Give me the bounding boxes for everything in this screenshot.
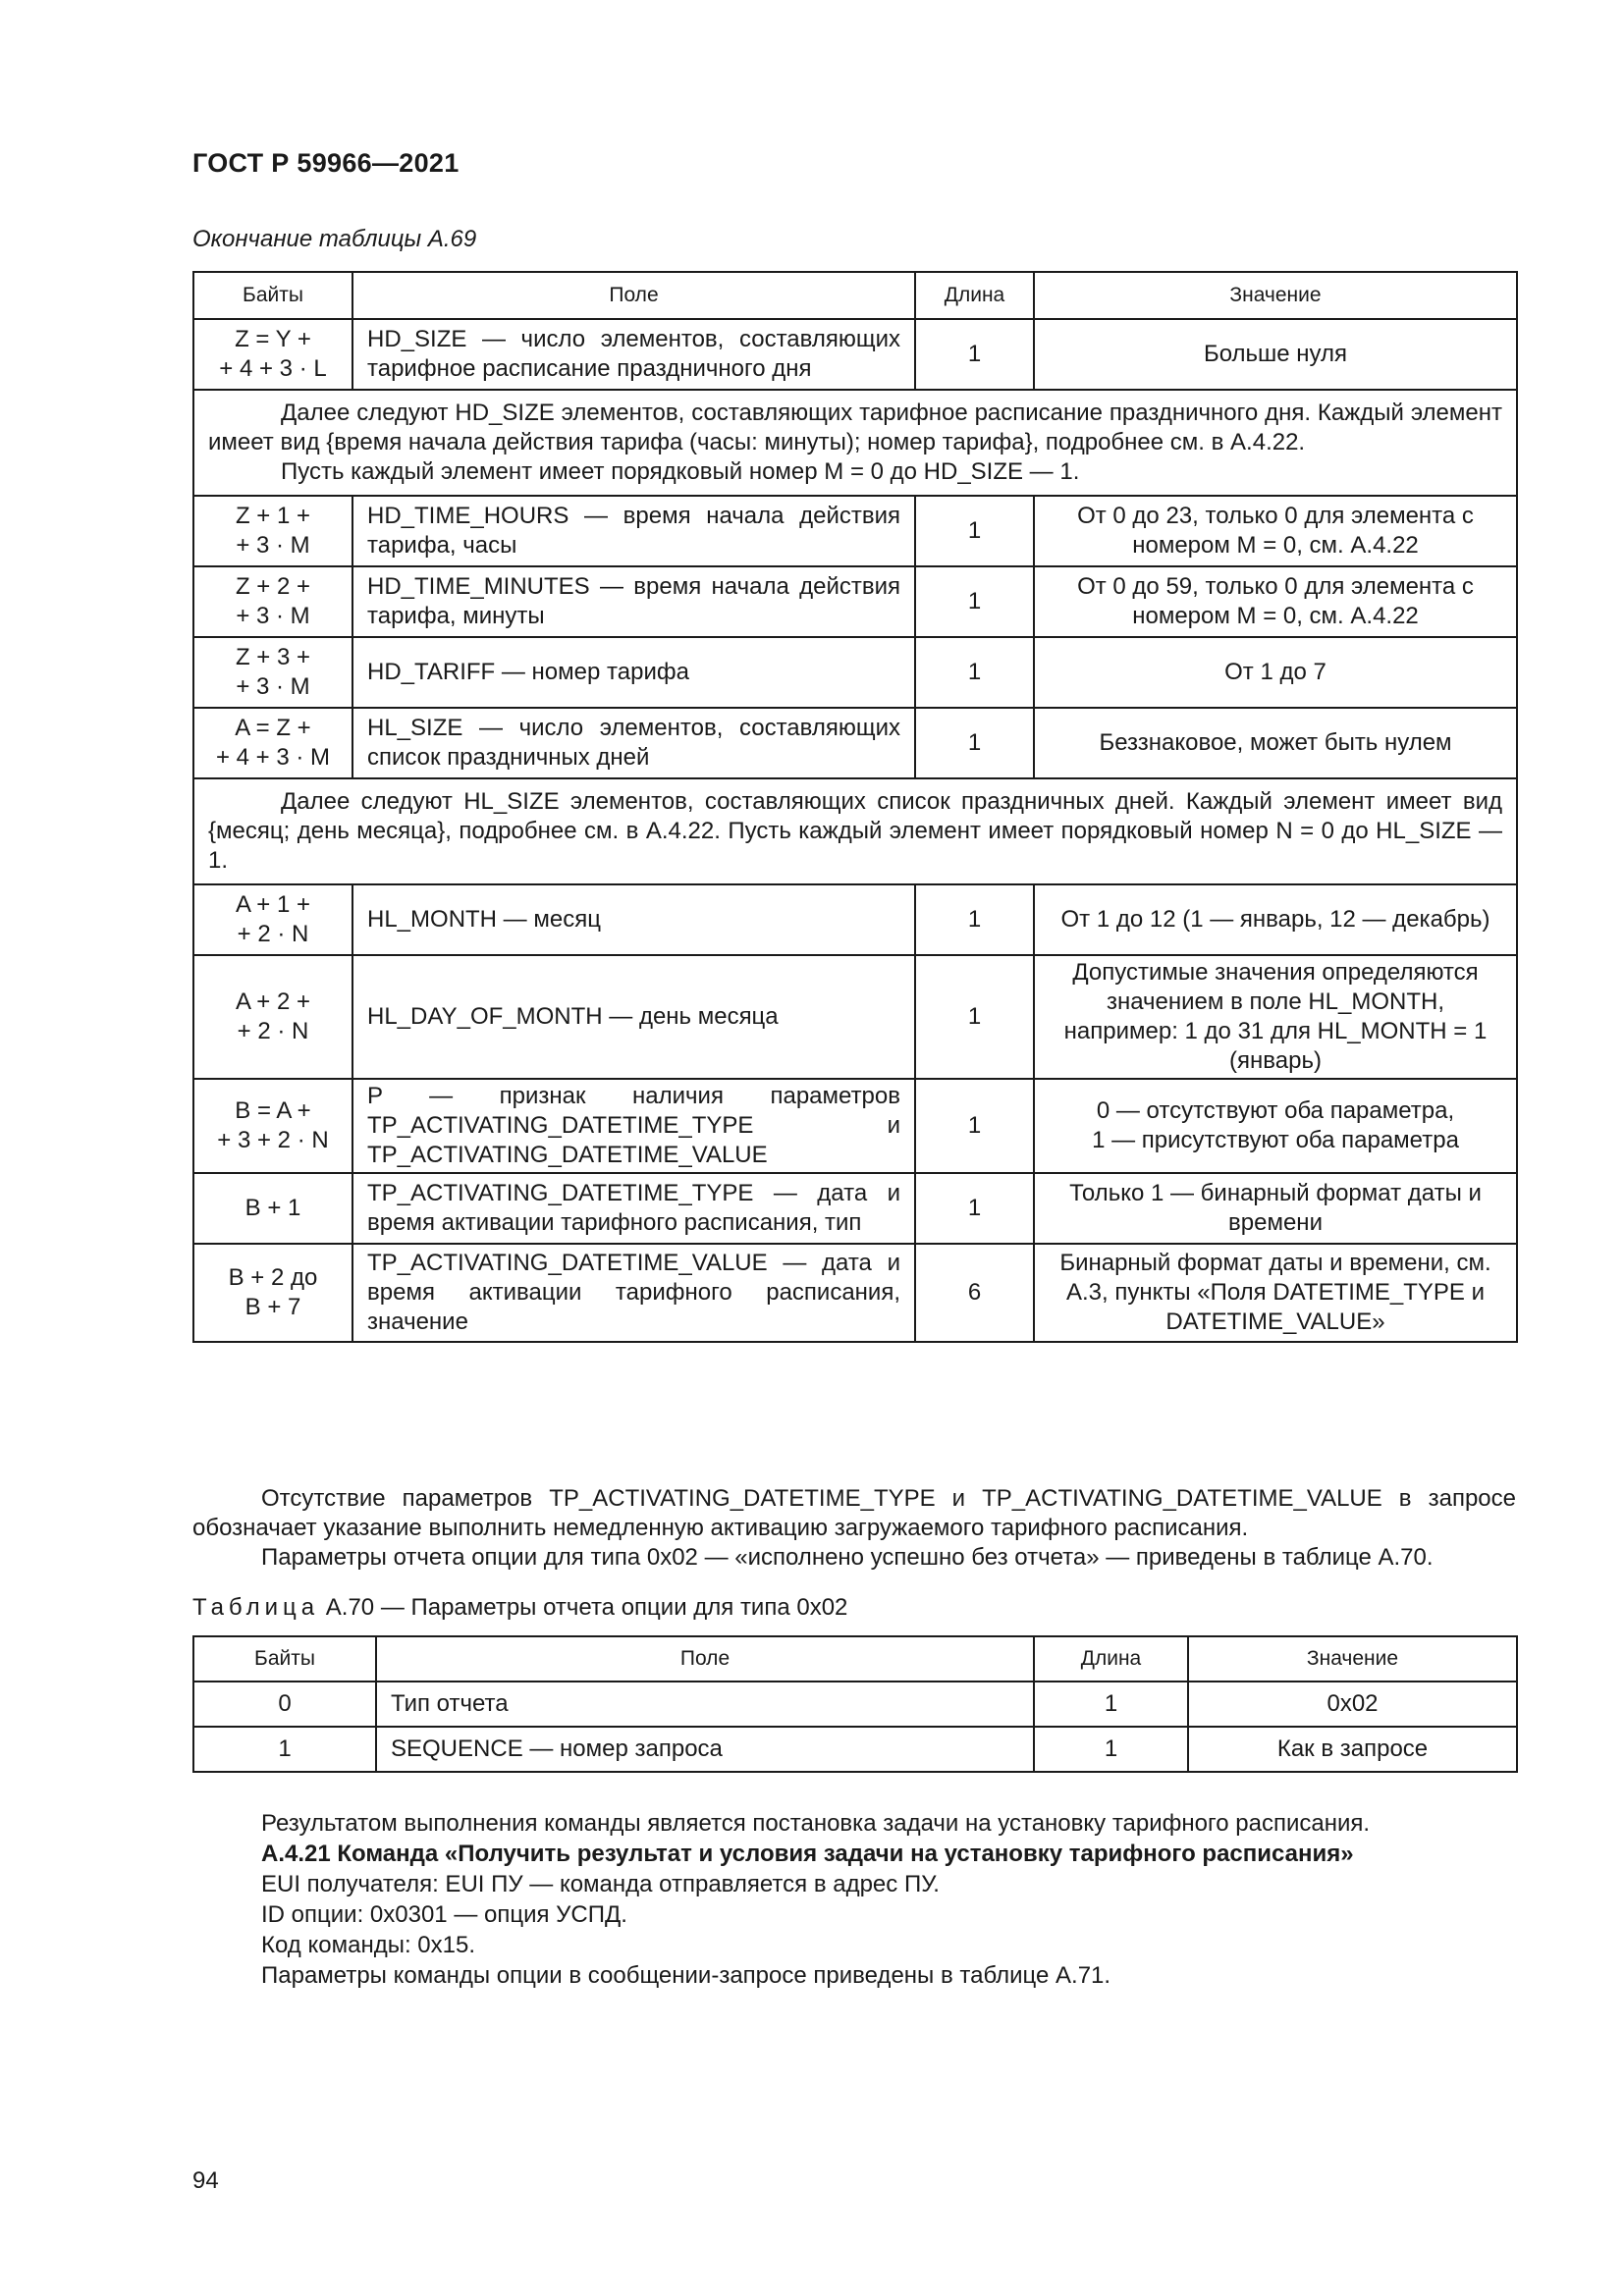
table-note-row: [193, 390, 1517, 496]
cell-length: 1: [915, 1173, 1034, 1244]
cell-value: 0x02: [1188, 1682, 1517, 1727]
table-row: [193, 566, 1517, 637]
cell-length: 1: [915, 708, 1034, 778]
table-row: [193, 708, 1517, 778]
cell-value: Больше нуля: [1034, 319, 1517, 390]
cell-length: 1: [915, 566, 1034, 637]
table-row: [193, 1244, 1517, 1342]
column-header-value: Значение: [1034, 272, 1517, 319]
table-row: [193, 884, 1517, 955]
column-header-length: Длина: [915, 272, 1034, 319]
cell-length: 1: [915, 1079, 1034, 1173]
note-cell: [193, 778, 1517, 884]
document-code: ГОСТ Р 59966—2021: [192, 148, 460, 178]
table-continuation-caption: Окончание таблицы А.69: [192, 226, 477, 252]
cell-bytes: Z + 2 + + 3 · М: [193, 566, 352, 637]
cell-field: P — признак наличия параметров TP_ACTIVATING_DATETIME_TYPE и TP_ACTIVATING_DATETIME_VALUE: [352, 1079, 915, 1173]
section-heading: А.4.21 Команда «Получить результат и условия задачи на установку тарифного расписания»: [261, 1841, 1354, 1867]
table-body: [193, 319, 1517, 1342]
note-paragraph: Далее следуют HD_SIZE элементов, составляющих тарифное расписание праздничного дня. Каждый элемент имеет вид {время начала действия тарифа (часы: минуты); номер тарифа}, подробнее см. в А.4.22.: [208, 400, 1502, 455]
cell-length: 6: [915, 1244, 1034, 1342]
table-title: А.70 — Параметры отчета опции для типа 0x02: [325, 1594, 848, 1621]
cell-field: HL_MONTH — месяц: [352, 884, 915, 955]
table-row: [193, 1682, 1517, 1727]
cell-bytes: B + 2 до B + 7: [193, 1244, 352, 1342]
column-header-value: Значение: [1188, 1636, 1517, 1682]
column-header-bytes: Байты: [193, 272, 352, 319]
cell-value: От 1 до 7: [1034, 637, 1517, 708]
page-number: 94: [192, 2167, 219, 2194]
paragraph: Отсутствие параметров TP_ACTIVATING_DATETIME_TYPE и TP_ACTIVATING_DATETIME_VALUE в запросе обозначает указание выполнить немедленную активацию загружаемого тарифного расписания.: [192, 1485, 1516, 1541]
cell-field: TP_ACTIVATING_DATETIME_TYPE — дата и время активации тарифного расписания, тип: [352, 1173, 915, 1244]
cell-value: От 0 до 23, только 0 для элемента с номером М = 0, см. А.4.22: [1034, 496, 1517, 566]
cell-bytes: 1: [193, 1727, 376, 1772]
note-paragraph: Пусть каждый элемент имеет порядковый номер М = 0 до HD_SIZE — 1.: [281, 458, 1080, 485]
table-row: [193, 637, 1517, 708]
cell-bytes: 0: [193, 1682, 376, 1727]
eui-line: EUI получателя: EUI ПУ — команда отправляется в адрес ПУ.: [261, 1871, 940, 1897]
cell-bytes: Z = Y + + 4 + 3 · L: [193, 319, 352, 390]
cell-length: 1: [915, 884, 1034, 955]
cell-bytes: B = A + + 3 + 2 · N: [193, 1079, 352, 1173]
cell-length: 1: [1034, 1727, 1188, 1772]
cell-bytes: Z + 1 + + 3 · М: [193, 496, 352, 566]
command-code-line: Код команды: 0x15.: [261, 1932, 475, 1958]
cell-length: 1: [915, 496, 1034, 566]
tail-text: [261, 1808, 1516, 1991]
cell-field: SEQUENCE — номер запроса: [376, 1727, 1034, 1772]
table-row: [193, 1173, 1517, 1244]
column-header-field: Поле: [352, 272, 915, 319]
cell-length: 1: [915, 955, 1034, 1079]
cell-value: От 1 до 12 (1 — январь, 12 — декабрь): [1034, 884, 1517, 955]
table-row: [193, 1079, 1517, 1173]
table-header-row: [193, 1636, 1517, 1682]
table-a70: [192, 1635, 1518, 1773]
table-a70-caption: [192, 1593, 847, 1623]
cell-bytes: A + 2 + + 2 · N: [193, 955, 352, 1079]
cell-value: Бинарный формат даты и времени, см. А.3, пункты «Поля DATETIME_TYPE и DATETIME_VALUE»: [1034, 1244, 1517, 1342]
cell-field: HD_SIZE — число элементов, составляющих тарифное расписание праздничного дня: [352, 319, 915, 390]
cell-field: HL_DAY_OF_MONTH — день месяца: [352, 955, 915, 1079]
cell-bytes: A = Z + + 4 + 3 · M: [193, 708, 352, 778]
cell-bytes: Z + 3 + + 3 · М: [193, 637, 352, 708]
cell-field: TP_ACTIVATING_DATETIME_VALUE — дата и время активации тарифного расписания, значение: [352, 1244, 915, 1342]
cell-value: От 0 до 59, только 0 для элемента с номером М = 0, см. А.4.22: [1034, 566, 1517, 637]
result-paragraph: Результатом выполнения команды является постановка задачи на установку тарифного расписания.: [261, 1810, 1371, 1837]
note-paragraph: Далее следуют HL_SIZE элементов, составляющих список праздничных дней. Каждый элемент имеет вид {месяц; день месяца}, подробнее см. в А.4.22. Пусть каждый элемент имеет порядковый номер N = 0 до HL_SIZE — 1.: [208, 788, 1502, 874]
cell-length: 1: [915, 319, 1034, 390]
table-row: [193, 496, 1517, 566]
cell-value: 0 — отсутствуют оба параметра, 1 — присутствуют оба параметра: [1034, 1079, 1517, 1173]
table-row: [193, 955, 1517, 1079]
table-a69: [192, 271, 1518, 1343]
cell-value: Беззнаковое, может быть нулем: [1034, 708, 1517, 778]
table-row: [193, 319, 1517, 390]
column-header-bytes: Байты: [193, 1636, 376, 1682]
column-header-field: Поле: [376, 1636, 1034, 1682]
after-table-text: [192, 1484, 1516, 1573]
note-cell: [193, 390, 1517, 496]
cell-field: HL_SIZE — число элементов, составляющих список праздничных дней: [352, 708, 915, 778]
table-note-row: [193, 778, 1517, 884]
paragraph: Параметры отчета опции для типа 0x02 — «исполнено успешно без отчета» — приведены в таблице А.70.: [261, 1544, 1434, 1571]
cell-value: Как в запросе: [1188, 1727, 1517, 1772]
cell-length: 1: [1034, 1682, 1188, 1727]
option-id-line: ID опции: 0x0301 — опция УСПД.: [261, 1901, 627, 1928]
cell-field: HD_TARIFF — номер тарифа: [352, 637, 915, 708]
cell-length: 1: [915, 637, 1034, 708]
params-line: Параметры команды опции в сообщении-запросе приведены в таблице А.71.: [261, 1962, 1111, 1989]
cell-field: HD_TIME_HOURS — время начала действия тарифа, часы: [352, 496, 915, 566]
cell-value: Только 1 — бинарный формат даты и времени: [1034, 1173, 1517, 1244]
cell-field: Тип отчета: [376, 1682, 1034, 1727]
cell-field: HD_TIME_MINUTES — время начала действия тарифа, минуты: [352, 566, 915, 637]
cell-bytes: A + 1 + + 2 · N: [193, 884, 352, 955]
cell-value: Допустимые значения определяются значением в поле HL_MONTH, например: 1 до 31 для HL_MONTH = 1 (январь): [1034, 955, 1517, 1079]
column-header-length: Длина: [1034, 1636, 1188, 1682]
table-row: [193, 1727, 1517, 1772]
cell-bytes: B + 1: [193, 1173, 352, 1244]
table-header-row: [193, 272, 1517, 319]
table-label: Таблица: [192, 1594, 320, 1621]
